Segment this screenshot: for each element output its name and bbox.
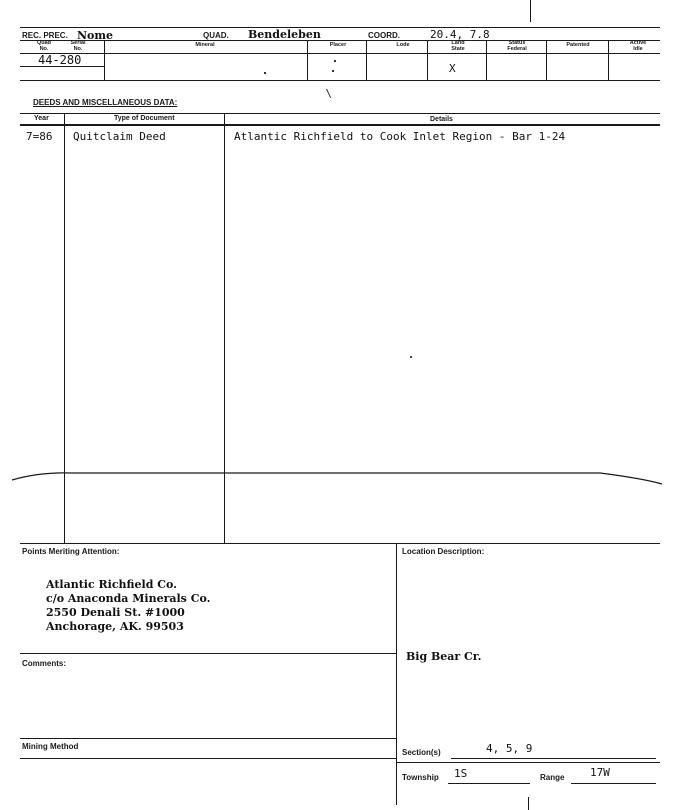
deeds-header-top-rule bbox=[20, 113, 660, 114]
col-divider bbox=[486, 40, 487, 80]
mining-method-label: Mining Method bbox=[22, 742, 79, 751]
bottom-section-rule bbox=[20, 543, 660, 544]
address-line: Anchorage, AK. 99503 bbox=[46, 620, 184, 633]
col-divider bbox=[427, 40, 428, 80]
stray-mark bbox=[326, 88, 333, 98]
deeds-details-header: Details bbox=[430, 116, 453, 123]
col-mineral: Mineral bbox=[195, 42, 215, 48]
col-divider bbox=[307, 40, 308, 80]
rec-prec-value: Nome bbox=[77, 29, 114, 42]
page-fold-line bbox=[0, 462, 678, 502]
comments-rule bbox=[20, 653, 396, 654]
stray-mark bbox=[332, 70, 334, 72]
township-value: 1S bbox=[454, 767, 468, 780]
stray-mark bbox=[264, 72, 266, 74]
col-active-idle: Active Idle bbox=[629, 40, 647, 52]
coord-label: COORD. bbox=[368, 31, 400, 40]
deed-details: Atlantic Richfield to Cook Inlet Region - Bar 1-24 bbox=[234, 130, 566, 143]
header-rule bbox=[20, 40, 660, 41]
rec-prec-label: REC. PREC. bbox=[22, 31, 68, 40]
col-lode: Lode bbox=[396, 42, 410, 48]
margin-mark bbox=[528, 797, 529, 810]
deed-year: 7=86 bbox=[26, 130, 53, 143]
township-underline bbox=[448, 783, 530, 784]
deeds-header-rule bbox=[20, 124, 660, 126]
col-patented: Patented bbox=[566, 42, 590, 48]
bottom-center-divider bbox=[396, 543, 397, 805]
col-serial-no: Serial No. bbox=[70, 40, 86, 52]
stray-mark bbox=[410, 356, 412, 358]
stray-mark bbox=[334, 60, 336, 62]
sections-value: 4, 5, 9 bbox=[486, 742, 533, 755]
coord-value: 20.4, 7.8 bbox=[430, 28, 490, 41]
address-line: c/o Anaconda Minerals Co. bbox=[46, 592, 211, 605]
deeds-year-header: Year bbox=[34, 115, 49, 122]
location-value: Big Bear Cr. bbox=[406, 650, 482, 663]
points-label: Points Meriting Attention: bbox=[22, 547, 120, 556]
range-label: Range bbox=[540, 773, 565, 782]
sections-underline bbox=[451, 758, 656, 759]
address-line: Atlantic Richfield Co. bbox=[46, 578, 177, 591]
comments-label: Comments: bbox=[22, 659, 67, 668]
record-rule-left bbox=[20, 66, 104, 67]
quad-label: QUAD. bbox=[203, 31, 229, 40]
header-top-rule bbox=[20, 27, 660, 28]
mining-method-bottom-rule bbox=[20, 758, 396, 759]
township-top-rule bbox=[396, 762, 660, 763]
col-divider bbox=[546, 40, 547, 80]
location-label: Location Description: bbox=[402, 547, 485, 556]
col-divider bbox=[366, 40, 367, 80]
land-state-mark: X bbox=[449, 62, 456, 75]
column-header-rule bbox=[20, 53, 660, 54]
sections-label: Section(s) bbox=[402, 748, 441, 757]
range-underline bbox=[571, 783, 656, 784]
record-bottom-rule bbox=[20, 80, 660, 81]
margin-mark bbox=[530, 0, 531, 22]
points-address bbox=[46, 578, 210, 634]
deed-type: Quitclaim Deed bbox=[73, 130, 166, 143]
mining-method-rule bbox=[20, 738, 396, 739]
col-quad-no: Quad No. bbox=[36, 40, 52, 52]
col-placer: Placer bbox=[329, 42, 347, 48]
range-value: 17W bbox=[590, 766, 610, 779]
address-line: 2550 Denali St. #1000 bbox=[46, 606, 185, 619]
deeds-type-header: Type of Document bbox=[114, 115, 175, 122]
col-status-federal: Status Federal bbox=[507, 40, 527, 52]
quad-value: Bendeleben bbox=[248, 28, 321, 41]
col-land-state: Land State bbox=[451, 40, 465, 52]
col-divider bbox=[104, 40, 105, 80]
col-divider bbox=[608, 40, 609, 80]
record-number: 44-280 bbox=[38, 53, 82, 67]
township-label: Township bbox=[402, 773, 439, 782]
deeds-section-title: DEEDS AND MISCELLANEOUS DATA: bbox=[33, 98, 178, 107]
